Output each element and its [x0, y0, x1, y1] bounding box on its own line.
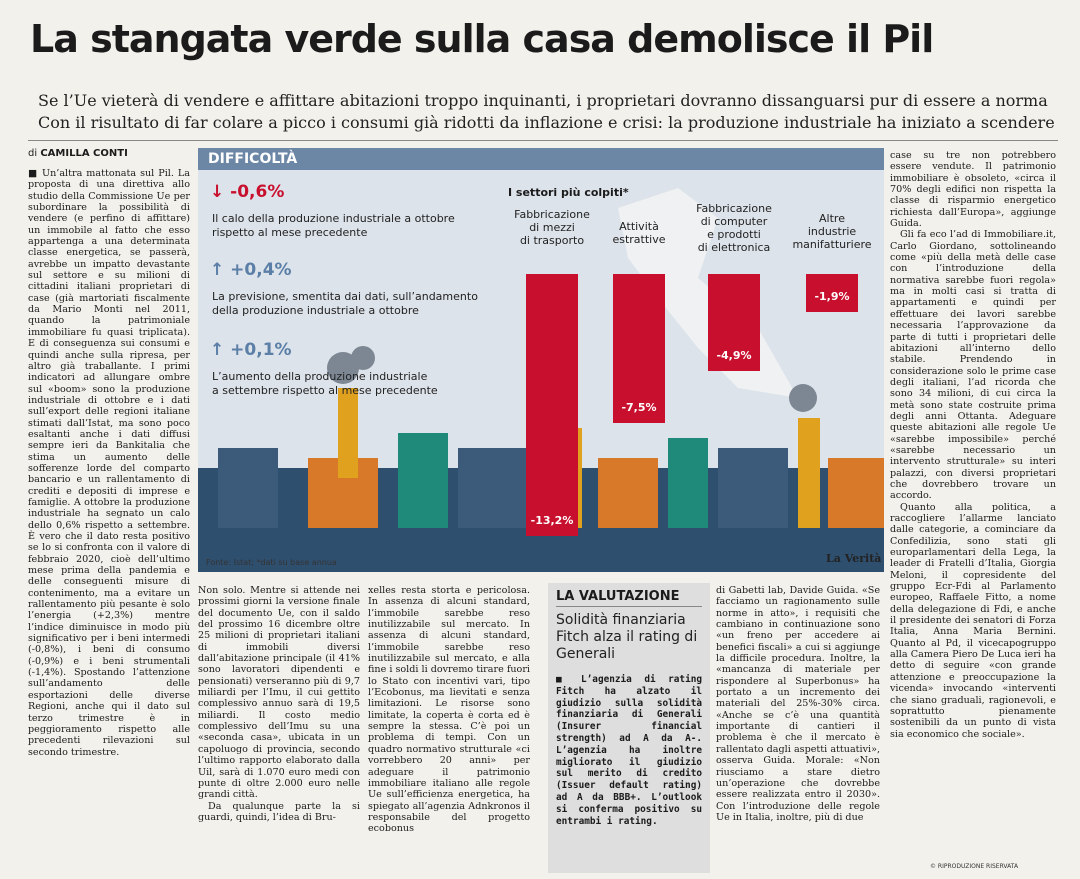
stat-2-desc-line-2: della produzione industriale a ottobre	[212, 304, 419, 317]
stat-3-desc	[212, 370, 438, 398]
paragraph: Da qualunque parte la si guardi, quindi, l’idea di Bru-	[198, 800, 360, 823]
byline	[28, 148, 128, 159]
subheadline-line-2: Con il risultato di far colare a picco i consumi già ridotti da inflazione e crisi: la produzione industriale ha iniziato a scendere	[38, 113, 1055, 132]
article-column-6	[890, 150, 1056, 872]
sector-label-line: di trasporto	[519, 234, 585, 247]
sector-label-line: di computer	[700, 215, 768, 228]
stat-1-value	[210, 182, 284, 202]
sidebar-box-body: ■ L’agenzia di rating Fitch ha alzato il giudizio sulla solidità finanziaria di Generali (Insurer financial strength) ad A da A-. L’agenzia ha inoltre migliorato il giudizio sul merito di credito (Issuer default rating) ad A da BBB+. L’outlook si conferma positivo su entrambi i rating.	[556, 674, 702, 827]
paragraph: case su tre non potrebbero essere vendute. Il patrimonio immobiliare è obsoleto, «circa il 70% degli edifici non rispetta la classe di risparmio energetico richiesta dall’Europa», aggiunge Guida.	[890, 150, 1056, 230]
chart-data-label: -13,2%	[530, 514, 574, 527]
arrow-up-icon: ↑	[210, 340, 225, 360]
paragraph: di Gabetti lab, Davide Guida. «Se facciamo un ragionamento sulle norme in atto», i requisiti che cambiano in continuazione sono «un freno per accedere ai benefici fiscali» a cui si aggiunge la difficile procedura. Inoltre, la «mancanza di materiale per rispondere al Superbonus» ha portato a un incremento dei materiali del 25%-30% circa. «Anche se c’è una quantità importante di cantieri il problema è che il mercato è rallentato dagli aspetti attuativi», osserva Guida. Morale: «Non riusciamo a stare dietro un’operazione che dovrebbe essere realizzata entro il 2030». Con l’introduzione delle regole Ue in Italia, inoltre, più di due	[716, 585, 880, 823]
sidebar-box-title: LA VALUTAZIONE	[556, 589, 680, 604]
chart-bar	[526, 274, 578, 536]
stat-3-value	[210, 340, 292, 360]
stat-1-desc-line-2: rispetto al mese precedente	[212, 226, 368, 239]
brand-logo: La Verità	[826, 552, 882, 565]
chart-data-label: -4,9%	[716, 349, 752, 363]
paragraph: xelles resta storta e pericolosa. In assenza di alcuni standard, l’immobile sarebbe reso inutilizzabile sul mercato. In assenza di alcuni standard, l’immobile sarebbe reso inutilizzabile sul mercato, e alla fine i soldi li dovremo tirare fuori lo Stato con incentivi vari, tipo l’Ecobonus, ma lievitati e senza limitazioni. Le risorse sono limitate, la coperta è corta ed è sempre la stessa. C’è poi un problema di tempi. Con un quadro normativo strutturale «ci vorrebbero 20 anni» per adeguare il patrimonio immobiliare italiano alle regole Ue sull’efficienza energetica, ha spiegato all’agenzia Adnkronos il responsabile del progetto ecobonus	[368, 585, 530, 835]
sector-label-3	[684, 202, 784, 254]
sidebar-box-deck: Solidità finanziaria Fitch alza il rating di Generali	[556, 612, 698, 662]
paragraph: Non solo. Mentre si attende nei prossimi giorni la versione finale del documento Ue, con il saldo del prossimo 16 dicembre oltre 25 milioni di proprietari italiani di immobili diversi dall’abitazione principale (il 41% sono lavoratori dipendenti e pensionati) verseranno più di 9,7 miliardi per l’Imu, il cui gettito complessivo annuo sarà di 19,5 miliardi. Il costo medio complessivo dell’Imu su una «seconda casa», ubicata in un capoluogo di provincia, secondo l’ultimo rapporto elaborato dalla Uil, sarà di 1.070 euro medi con punte di oltre 2.000 euro nelle grandi città.	[198, 585, 360, 801]
arrow-up-icon: ↑	[210, 260, 225, 280]
headline: La stangata verde sulla casa demolisce il Pil	[30, 17, 934, 61]
sidebar-box	[548, 583, 710, 873]
sector-label-2	[604, 220, 674, 246]
stat-2-value	[210, 260, 292, 280]
stat-2-desc	[212, 290, 478, 318]
article-column-5	[716, 585, 880, 875]
stat-1-desc-line-1: Il calo della produzione industriale a ottobre	[212, 212, 455, 225]
sector-label-line: estrattive	[612, 233, 666, 246]
copyright-note: © RIPRODUZIONE RISERVATA	[930, 863, 1019, 870]
sector-label-line: di elettronica	[697, 241, 771, 254]
sector-label-line: di mezzi	[529, 221, 575, 234]
sector-label-line: Altre	[819, 212, 845, 225]
stat-3-desc-line-2: a settembre rispetto al mese precedente	[212, 384, 438, 397]
stat-1-number: -0,6%	[230, 182, 285, 202]
sector-label-line: Fabbricazione	[514, 208, 590, 221]
stat-2-desc-line-1: La previsione, smentita dai dati, sull’andamento	[212, 290, 478, 303]
sector-label-4	[784, 212, 880, 251]
arrow-down-icon: ↓	[210, 182, 225, 202]
paragraph: Quanto alla politica, a raccogliere l’allarme lanciato dalle categorie, a cominciare da Confedilizia, sono stati gli europarlamentari della Lega, la leader di Fratelli d’Italia, Giorgia Meloni, il copresidente del gruppo Ecr-Fdi al Parlamento europeo, Raffaele Fitto, a nome della delegazione di Fdi, e anche il presidente dei senatori di Forza Italia, Anna Maria Bernini. Quanto al Pd, il vicecapogruppo alla Camera Piero De Luca ieri ha detto di seguire «con grande attenzione e preoccupazione la vicenda» invocando «interventi che siano graduali, ragionevoli, e soprattutto pienamente sostenibili da un punto di vista sia economico che sociale».	[890, 501, 1056, 740]
stat-1-desc	[212, 212, 455, 240]
byline-prefix: di	[28, 148, 38, 159]
stat-2-number: +0,4%	[230, 260, 292, 280]
sector-label-line: industrie	[807, 225, 857, 238]
stat-3-number: +0,1%	[230, 340, 292, 360]
infographic	[198, 148, 884, 572]
divider	[28, 140, 1058, 141]
sector-label-line: manifatturiere	[792, 238, 872, 251]
sector-label-line: e prodotti	[707, 228, 761, 241]
sector-label-1	[498, 208, 606, 247]
byline-author: CAMILLA CONTI	[40, 148, 128, 159]
article-column-1	[28, 168, 190, 873]
paragraph: ■ Un’altra mattonata sul Pil. La proposta di una direttiva allo studio della Commissione Ue per subordinare la possibilità di vendere (e perfino di affittare) un immobile al fatto che esso appartenga a una determinata classe energetica, se passerà, avrebbe un impatto devastante sul settore e su milioni di cittadini italiani proprietari di case (già martoriati fiscalmente da Mario Monti nel 2011, quando la patrimoniale immobiliare fu quasi triplicata). E di conseguenza sui consumi e quindi anche sulla ripresa, per altro già traballante. I primi indicatori ad allungare ombre sul «boom» sono la produzione industriale di ottobre e i dati sull’export delle regioni italiane stimati dall’Istat, ma sono poco esaltanti anche i dati diffusi sempre ieri da Bankitalia che stima un aumento delle sofferenze lorde del comparto bancario e un rallentamento di crediti e depositi di imprese e famiglie. A ottobre la produzione industriale ha segnato un calo dello 0,6% rispetto a settembre. È vero che il dato resta positivo se lo si confronta con il valore di febbraio 2020, cioè dell’ultimo mese prima della pandemia e delle conseguenti misure di contenimento, ma a evitare un rallentamento più pesante è solo l’energia (+2,3%) mentre l’indice diminuisce in modo più significativo per i beni intermedi (-0,8%), i beni di consumo (-0,9%) e i beni strumentali (-1,4%). Spostando l’attenzione sull’andamento delle esportazioni delle diverse Regioni, anche qui il dato sul terzo trimestre è in peggioramento rispetto alle precedenti rilevazioni sul secondo trimestre.	[28, 168, 190, 758]
infographic-header-label: DIFFICOLTÀ	[208, 151, 298, 167]
paragraph: Gli fa eco l’ad di Immobiliare.it, Carlo Giordano, sottolineando come «più della metà delle case con l’introduzione della normativa sarebbe fuori regola» ma in molti casi si tratta di appartamenti e quindi per effettuare dei lavori sarebbe necessaria l’approvazione da parte di tutti i proprietari delle abitazioni all’interno dello stabile. Prendendo in considerazione solo le prime case degli italiani, l’ad ricorda che sono 34 milioni, di cui circa la metà sono state costruite prima degli anni Ottanta. Adeguare queste abitazioni alle regole Ue «sarebbe impossibile» perché «sarebbe necessario un intervento strutturale» su interi palazzi, con diversi proprietari che dovrebbero trovare un accordo.	[890, 229, 1056, 502]
article-column-3	[368, 585, 530, 875]
chart-title: I settori più colpiti*	[508, 186, 629, 199]
sector-label-line: Fabbricazione	[696, 202, 772, 215]
source-note: Fonte: Istat; *dati su base annua	[206, 558, 337, 567]
subheadline-line-1: Se l’Ue vieterà di vendere e affittare abitazioni troppo inquinanti, i proprietari dovranno dissanguarsi pur di essere a norma	[38, 91, 1048, 110]
chart-data-label: -7,5%	[621, 400, 657, 414]
chart-data-label: -1,9%	[814, 289, 850, 303]
article-column-2	[198, 585, 360, 875]
infographic-header	[198, 148, 884, 170]
stat-3-desc-line-1: L’aumento della produzione industriale	[212, 370, 428, 383]
sector-label-line: Attività	[619, 220, 659, 233]
